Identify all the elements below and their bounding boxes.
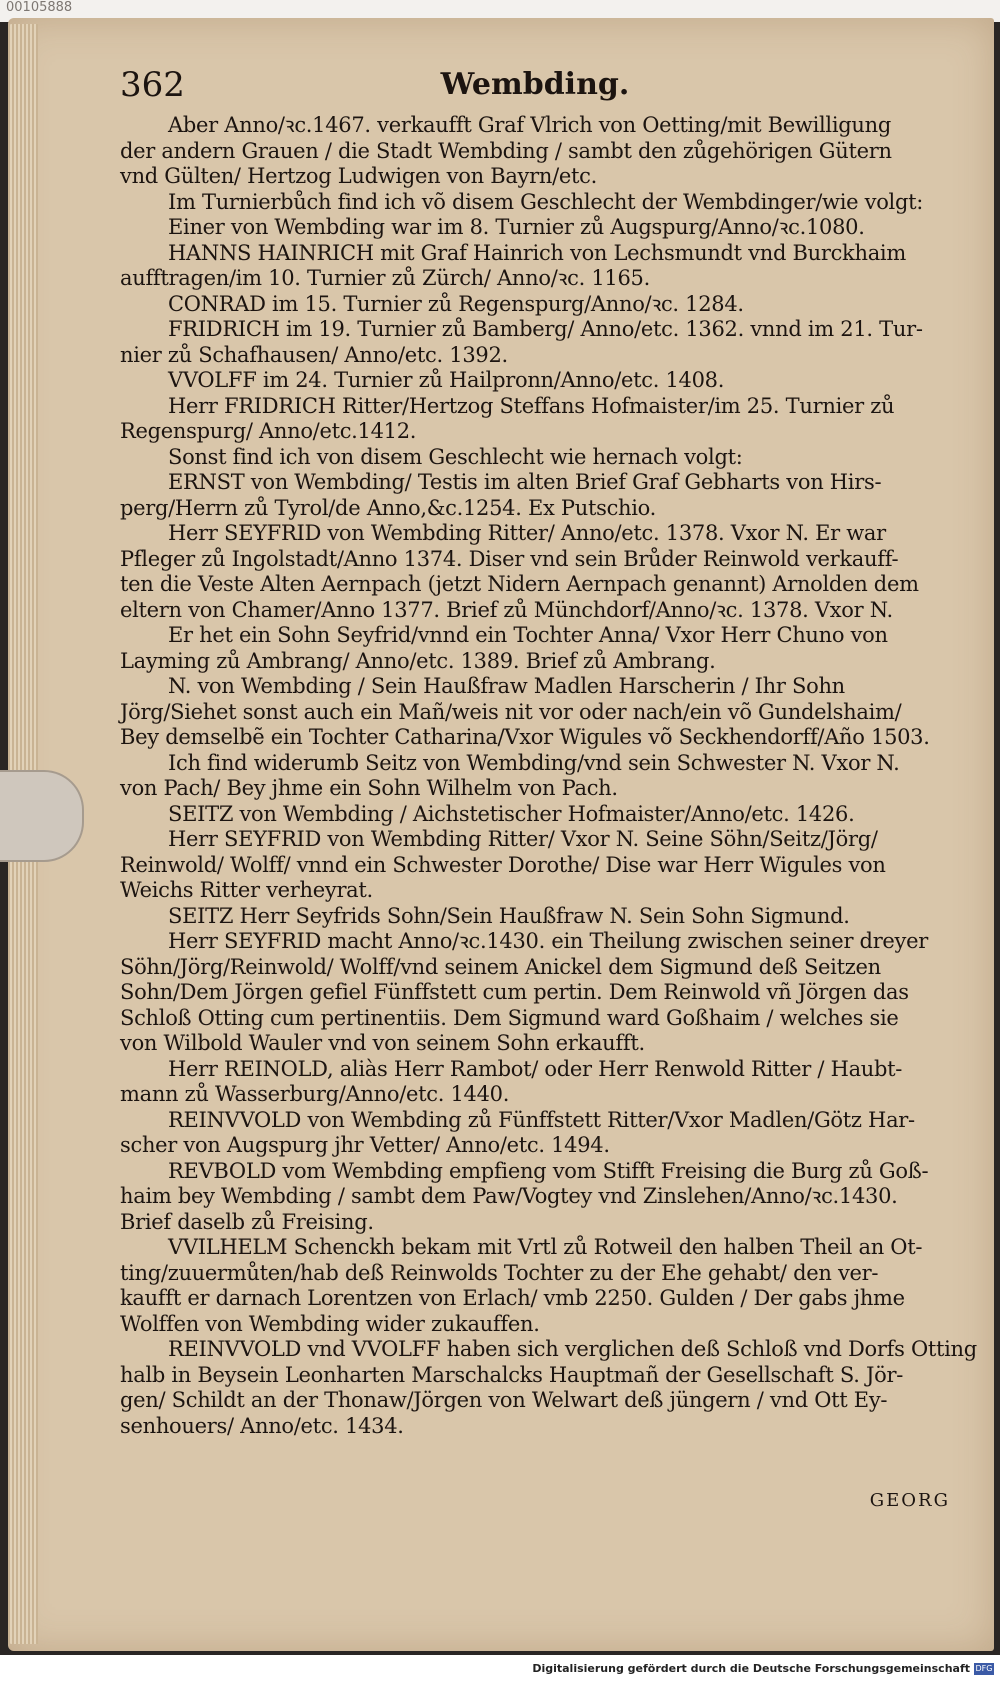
text-line: Herr FRIDRICH Ritter/Hertzog Steffans Hofmaister/im 25. Turnier zů bbox=[168, 393, 895, 418]
text-line: VVILHELM Schenckh bekam mit Vrtl zů Rotweil den halben Theil an Ot- bbox=[168, 1235, 923, 1259]
catchword: GEORG bbox=[869, 1490, 950, 1511]
text-block bbox=[120, 113, 977, 1439]
text-line: Regenspurg/ Anno/etc.1412. bbox=[120, 419, 417, 443]
text-line: von Pach/ Bey jhme ein Sohn Wilhelm von Pach. bbox=[120, 776, 618, 800]
text-line: nier zů Schafhausen/ Anno/etc. 1392. bbox=[120, 342, 508, 367]
text-line: Herr REINOLD, aliàs Herr Rambot/ oder Herr Renwold Ritter / Haubt- bbox=[168, 1056, 903, 1081]
shelfmark: 00105888 bbox=[6, 0, 73, 15]
text-line: Pfleger zů Ingolstadt/Anno 1374. Diser vnd sein Brůder Reinwold verkauff- bbox=[120, 546, 899, 571]
text-line: scher von Augspurg jhr Vetter/ Anno/etc. 1494. bbox=[120, 1133, 610, 1157]
text-line: SEITZ von Wembding / Aichstetischer Hofmaister/Anno/etc. 1426. bbox=[168, 801, 855, 826]
text-line: Brief daselb zů Freising. bbox=[120, 1209, 374, 1234]
funding-note: Digitalisierung gefördert durch die Deutsche Forschungsgemeinschaft bbox=[532, 1662, 970, 1675]
text-line: Herr SEYFRID von Wembding Ritter/ Vxor N. Seine Söhn/Seitz/Jörg/ bbox=[168, 827, 878, 851]
text-line: ten die Veste Alten Aernpach (jetzt Nidern Aernpach genannt) Arnolden dem bbox=[120, 572, 919, 596]
text-line: Weichs Ritter verheyrat. bbox=[120, 878, 373, 902]
text-line: vnd Gülten/ Hertzog Ludwigen von Bayrn/etc. bbox=[120, 164, 597, 188]
text-line: Aber Anno/ꝛc.1467. verkaufft Graf Vlrich von Oetting/mit Bewilligung bbox=[168, 113, 891, 137]
text-line: perg/Herrn zů Tyrol/de Anno,&c.1254. Ex Putschio. bbox=[120, 495, 657, 520]
scan-footer bbox=[0, 1655, 1000, 1681]
text-line: Wolffen von Wembding wider zukauffen. bbox=[120, 1311, 540, 1336]
text-line: der andern Grauen / die Stadt Wembding / sambt den zůgehörigen Gütern bbox=[120, 138, 892, 163]
page-content bbox=[120, 65, 977, 1511]
dfg-logo: DFG bbox=[975, 1664, 993, 1673]
text-line: gen/ Schildt an der Thonaw/Jörgen von Welwart deß jüngern / vnd Ott Ey- bbox=[120, 1388, 888, 1412]
page-number: 362 bbox=[120, 65, 185, 105]
text-line: Herr SEYFRID macht Anno/ꝛc.1430. ein Theilung zwischen seiner dreyer bbox=[168, 929, 928, 953]
text-line: ting/zuuermůten/hab deß Reinwolds Tochter zu der Ehe gehabt/ den ver- bbox=[120, 1260, 879, 1285]
text-line: Söhn/Jörg/Reinwold/ Wolff/vnd seinem Anickel dem Sigmund deß Seitzen bbox=[120, 954, 881, 979]
text-line: SEITZ Herr Seyfrids Sohn/Sein Haußfraw N. Sein Sohn Sigmund. bbox=[168, 903, 850, 928]
page-clip-marker bbox=[0, 770, 84, 862]
text-line: Er het ein Sohn Seyfrid/vnnd ein Tochter Anna/ Vxor Herr Chuno von bbox=[168, 623, 888, 647]
text-line: N. von Wembding / Sein Haußfraw Madlen Harscherin / Ihr Sohn bbox=[168, 674, 845, 698]
text-line: Schloß Otting cum pertinentiis. Dem Sigmund ward Goßhaim / welches sie bbox=[120, 1005, 899, 1030]
text-line: Ich find widerumb Seitz von Wembding/vnd sein Schwester N. Vxor N. bbox=[168, 750, 900, 775]
text-line: mann zů Wasserburg/Anno/etc. 1440. bbox=[120, 1082, 510, 1106]
text-line: Einer von Wembding war im 8. Turnier zů Augspurg/Anno/ꝛc.1080. bbox=[168, 215, 865, 239]
text-line: REVBOLD vom Wembding empfieng vom Stifft Freising die Burg zů Goß- bbox=[168, 1158, 929, 1183]
text-line: senhouers/ Anno/etc. 1434. bbox=[120, 1413, 404, 1438]
running-title: Wembding. bbox=[440, 67, 630, 102]
text-line: VVOLFF im 24. Turnier zů Hailpronn/Anno/etc. 1408. bbox=[168, 368, 725, 392]
text-line: ERNST von Wembding/ Testis im alten Brief Graf Gebharts von Hirs- bbox=[168, 470, 882, 494]
text-line: FRIDRICH im 19. Turnier zů Bamberg/ Anno/etc. 1362. vnnd im 21. Tur- bbox=[168, 317, 923, 341]
text-line: eltern von Chamer/Anno 1377. Brief zů Münchdorf/Anno/ꝛc. 1378. Vxor N. bbox=[120, 597, 893, 622]
text-line: Sonst find ich von disem Geschlecht wie hernach volgt: bbox=[168, 444, 743, 469]
page-header bbox=[120, 65, 950, 113]
text-line: Jörg/Siehet sonst auch ein Mañ/weis nit vor oder nach/ein võ Gundelshaim/ bbox=[120, 699, 902, 724]
text-line: halb in Beysein Leonharten Marschalcks Hauptmañ der Gesellschaft S. Jör- bbox=[120, 1362, 903, 1387]
text-line: REINVVOLD von Wembding zů Fünffstett Ritter/Vxor Madlen/Götz Har- bbox=[168, 1107, 915, 1132]
text-line: haim bey Wembding / sambt dem Paw/Vogtey vnd Zinslehen/Anno/ꝛc.1430. bbox=[120, 1184, 898, 1208]
text-line: Bey demselbẽ ein Tochter Catharina/Vxor Wigules võ Seckhendorff/Año 1503. bbox=[120, 725, 930, 749]
text-line: Herr SEYFRID von Wembding Ritter/ Anno/etc. 1378. Vxor N. Er war bbox=[168, 521, 886, 545]
text-line: REINVVOLD vnd VVOLFF haben sich verglichen deß Schloß vnd Dorfs Otting bbox=[168, 1337, 977, 1361]
text-line: CONRAD im 15. Turnier zů Regenspurg/Anno/ꝛc. 1284. bbox=[168, 291, 744, 316]
text-line: kaufft er darnach Lorentzen von Erlach/ vmb 2250. Gulden / Der gabs jhme bbox=[120, 1286, 905, 1310]
text-line: Layming zů Ambrang/ Anno/etc. 1389. Brief zů Ambrang. bbox=[120, 648, 716, 673]
text-line: Sohn/Dem Jörgen gefiel Fünffstett cum pertin. Dem Reinwold vñ Jörgen das bbox=[120, 980, 909, 1004]
text-line: Reinwold/ Wolff/ vnnd ein Schwester Dorothe/ Dise war Herr Wigules von bbox=[120, 852, 886, 877]
text-line: HANNS HAINRICH mit Graf Hainrich von Lechsmundt vnd Burckhaim bbox=[168, 240, 906, 265]
text-line: von Wilbold Wauler vnd von seinem Sohn erkaufft. bbox=[120, 1031, 645, 1055]
text-line: Im Turnierbůch find ich võ disem Geschlecht der Wembdinger/wie volgt: bbox=[168, 189, 924, 214]
text-line: aufftragen/im 10. Turnier zů Zürch/ Anno/ꝛc. 1165. bbox=[120, 266, 650, 290]
